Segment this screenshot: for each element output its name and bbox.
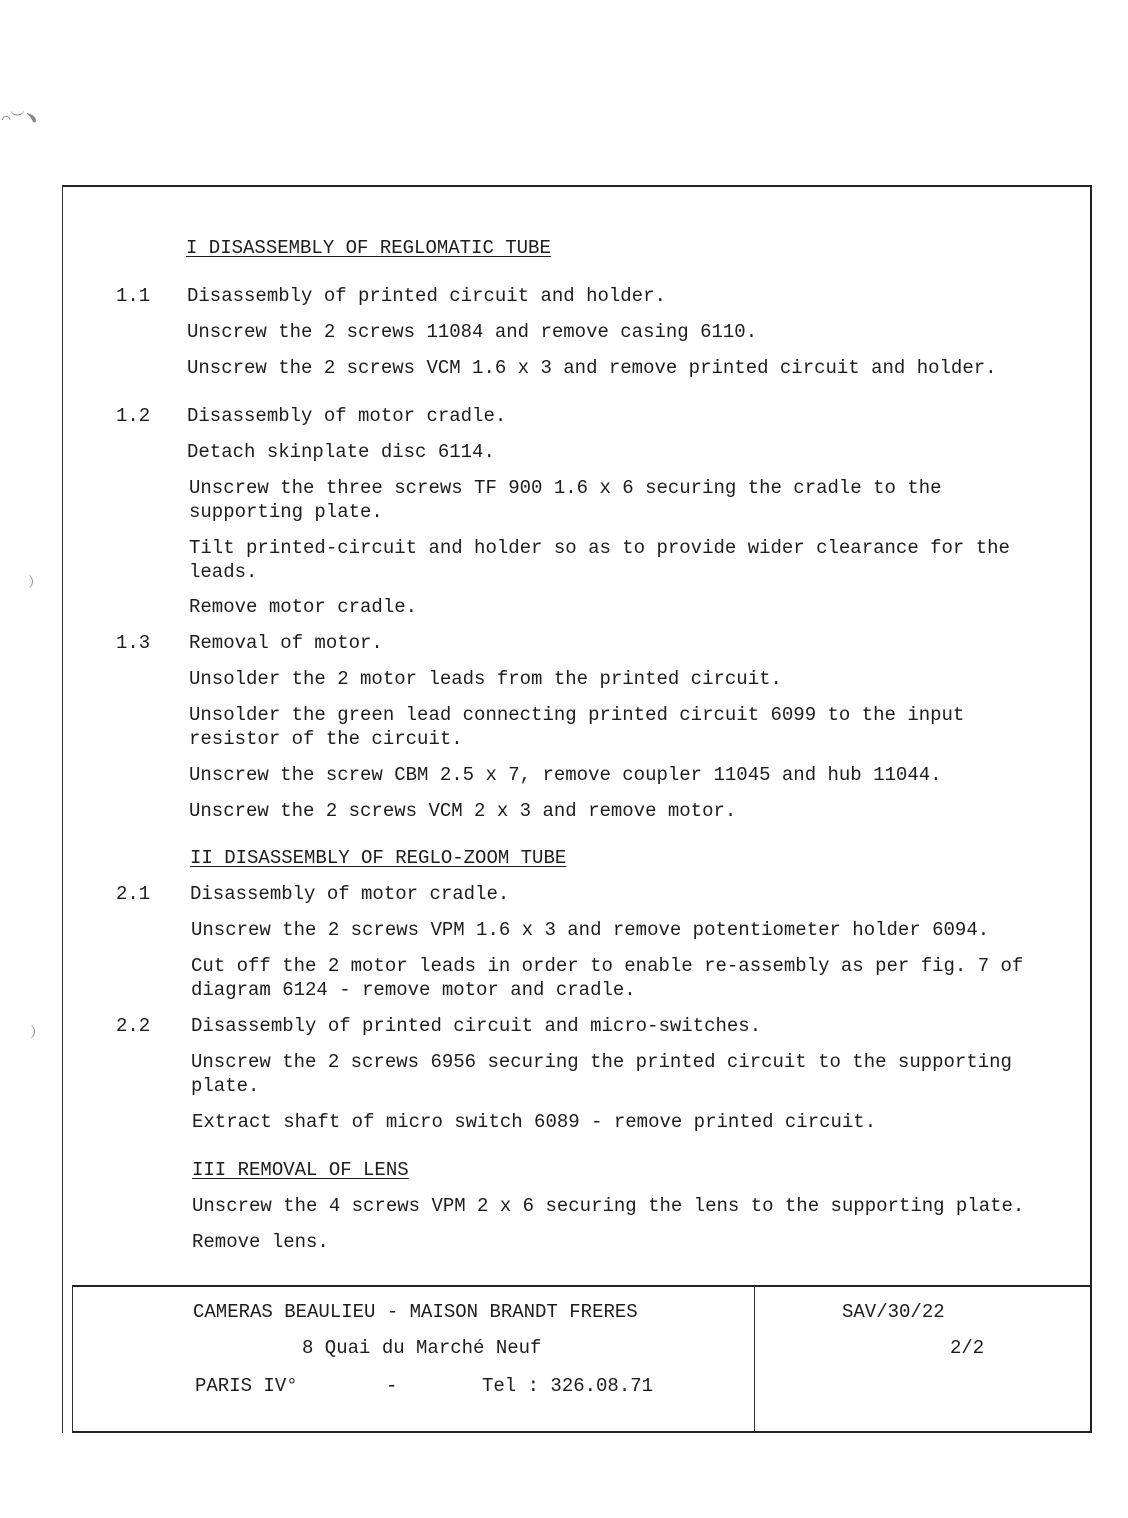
scan-artifact: ）: [30, 1026, 44, 1042]
item-number: 1.2: [116, 405, 151, 427]
item-title: Removal of motor.: [189, 632, 383, 654]
item-number: 2.2: [116, 1015, 151, 1037]
instruction-line: Detach skinplate disc 6114.: [187, 441, 495, 463]
item-number: 2.1: [116, 883, 151, 905]
instruction-line: Remove motor cradle.: [189, 596, 418, 618]
footer-separator: -: [386, 1375, 398, 1397]
section-heading: II DISASSEMBLY OF REGLO-ZOOM TUBE: [190, 847, 567, 869]
instruction-line: Unscrew the 2 screws VCM 1.6 x 3 and remove printed circuit and holder.: [187, 357, 997, 379]
instruction-line: Unscrew the screw CBM 2.5 x 7, remove coupler 11045 and hub 11044.: [189, 764, 942, 786]
instruction-line: Unscrew the 2 screws VPM 1.6 x 3 and remove potentiometer holder 6094.: [191, 919, 990, 941]
instruction-line: Unscrew the 4 screws VPM 2 x 6 securing the lens to the supporting plate.: [192, 1195, 1025, 1217]
frame-right-border: [1090, 185, 1092, 1433]
instruction-line: Remove lens.: [192, 1231, 329, 1253]
company-phone: Tel : 326.08.71: [482, 1375, 654, 1397]
section-heading: I DISASSEMBLY OF REGLOMATIC TUBE: [186, 237, 551, 259]
item-title: Disassembly of printed circuit and micro-switches.: [191, 1015, 762, 1037]
item-title: Disassembly of motor cradle.: [190, 883, 510, 905]
footer-bottom-border: [72, 1431, 1092, 1433]
document-reference: SAV/30/22: [842, 1301, 945, 1323]
instruction-line: Extract shaft of micro switch 6089 - remove printed circuit.: [192, 1111, 877, 1133]
scan-artifact: ⌒︶﹅: [2, 112, 39, 128]
instruction-line: Unscrew the 2 screws 6956 securing the printed circuit to the supporting plate.: [191, 1051, 1012, 1097]
item-title: Disassembly of motor cradle.: [187, 405, 507, 427]
instruction-line: Unscrew the 2 screws VCM 2 x 3 and remove motor.: [189, 800, 737, 822]
company-name: CAMERAS BEAULIEU - MAISON BRANDT FRERES: [193, 1301, 638, 1323]
frame-left-border: [62, 185, 63, 1433]
footer-divider: [754, 1286, 755, 1432]
item-number: 1.1: [116, 285, 151, 307]
instruction-line: Cut off the 2 motor leads in order to enable re-assembly as per fig. 7 of diagram 6124 - remove motor and cradle.: [191, 955, 1024, 1001]
company-address: 8 Quai du Marché Neuf: [302, 1337, 542, 1359]
footer-top-border: [72, 1285, 1092, 1287]
instruction-line: Unsolder the 2 motor leads from the printed circuit.: [189, 668, 782, 690]
item-title: Disassembly of printed circuit and holder.: [187, 285, 666, 307]
instruction-line: Unscrew the 2 screws 11084 and remove casing 6110.: [187, 321, 758, 343]
instruction-line: Tilt printed-circuit and holder so as to provide wider clearance for the leads.: [189, 537, 1010, 583]
instruction-line: Unscrew the three screws TF 900 1.6 x 6 securing the cradle to the supporting plate.: [189, 477, 942, 523]
section-heading: III REMOVAL OF LENS: [192, 1159, 409, 1181]
instruction-line: Unsolder the green lead connecting printed circuit 6099 to the input resistor of the circuit.: [189, 704, 965, 750]
item-number: 1.3: [116, 632, 151, 654]
frame-top-border: [62, 185, 1091, 187]
company-city: PARIS IV°: [195, 1375, 298, 1397]
footer-left-border: [72, 1285, 73, 1433]
scan-artifact: ）: [28, 576, 42, 592]
page-number: 2/2: [950, 1337, 985, 1359]
